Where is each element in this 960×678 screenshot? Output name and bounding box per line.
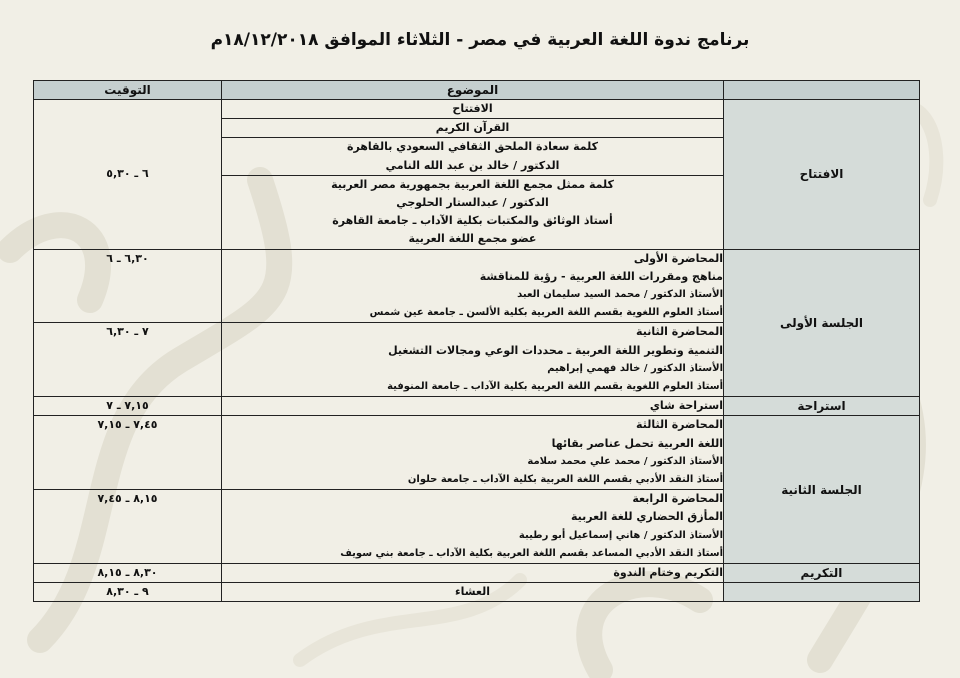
time-lecture-3: ٧,٤٥ ـ ٧,١٥ [34, 416, 222, 490]
topic-line: أستاذ العلوم اللغوية بقسم اللغة العربية بكلية الألسن ـ جامعة عين شمس [369, 307, 723, 319]
table-row [34, 416, 920, 490]
topic-line: الأستاذ الدكتور / هاني إسماعيل أبو رطيبة [518, 529, 723, 541]
topic-line: التنمية وتطوير اللغة العربية ـ محددات الوعي ومجالات التشغيل [388, 343, 723, 357]
topic-lecture-3 [222, 416, 724, 490]
session-dinner [724, 583, 920, 602]
topic-line: كلمة سعادة الملحق الثقافي السعودي بالقاهرة [222, 137, 723, 156]
time-lecture-1: ٦,٣٠ ـ ٦ [34, 249, 222, 323]
topic-line: المحاضرة الأولى [633, 251, 723, 265]
table-header-row [34, 81, 920, 100]
topic-honoring [222, 564, 724, 583]
topic-lecture-2 [222, 323, 724, 397]
table-row [34, 564, 920, 583]
topic-line: اللغة العربية تحمل عناصر بقائها [551, 436, 723, 450]
time-lecture-2: ٧ ـ ٦,٣٠ [34, 323, 222, 397]
page-title: برنامج ندوة اللغة العربية في مصر - الثلاثاء الموافق ١٨/١٢/٢٠١٨م [210, 30, 750, 50]
topic-line: الافتتاح [452, 102, 493, 115]
topic-lecture-4 [222, 490, 724, 564]
topic-line: المحاضرة الثانية [636, 325, 723, 339]
topic-lecture-1 [222, 249, 724, 323]
program-table [33, 80, 920, 602]
topic-line: الدكتور / خالد بن عبد الله النامي [385, 158, 560, 172]
table-row [34, 583, 920, 602]
topic-line: الأستاذ الدكتور / خالد فهمي إبراهيم [547, 362, 723, 374]
table-row [34, 397, 920, 416]
header-timing: التوقيت [34, 81, 222, 100]
header-topic: الموضوع [222, 81, 724, 100]
session-break: استراحة [724, 397, 920, 416]
session-first: الجلسة الأولى [724, 249, 920, 397]
topic-line: المأزق الحضاري للغة العربية [570, 510, 723, 524]
time-opening: ٦ ـ ٥,٣٠ [34, 100, 222, 250]
topic-line: كلمة ممثل مجمع اللغة العربية بجمهورية مصر العربية [222, 175, 723, 194]
topic-dinner [222, 583, 724, 602]
time-dinner: ٩ ـ ٨,٣٠ [34, 583, 222, 602]
topic-break [222, 397, 724, 416]
topic-line: الأستاذ الدكتور / محمد السيد سليمان العبد [517, 289, 723, 301]
topic-line: عضو مجمع اللغة العربية [408, 232, 537, 246]
header-session [724, 81, 920, 100]
table-row [34, 249, 920, 323]
time-honoring: ٨,٣٠ ـ ٨,١٥ [34, 564, 222, 583]
session-honoring: التكريم [724, 564, 920, 583]
topic-line: المحاضرة الرابعة [632, 492, 723, 506]
topic-line: القرآن الكريم [222, 118, 723, 137]
topic-line: أستاذ الوثائق والمكتبات بكلية الآداب ـ جامعة القاهرة [332, 214, 613, 228]
time-break: ٧,١٥ ـ ٧ [34, 397, 222, 416]
topic-line: التكريم وختام الندوة [613, 566, 723, 580]
topic-line: أستاذ النقد الأدبي بقسم اللغة العربية بكلية الآداب ـ جامعة حلوان [407, 474, 723, 486]
topic-line: استراحة شاي [649, 399, 723, 413]
session-opening: الافتتاح [724, 100, 920, 250]
topic-line: أستاذ العلوم اللغوية بقسم اللغة العربية بكلية الآداب ـ جامعة المنوفية [387, 381, 723, 393]
topic-line: الدكتور / عبدالستار الحلوجي [396, 196, 549, 210]
time-lecture-4: ٨,١٥ ـ ٧,٤٥ [34, 490, 222, 564]
topic-line: أستاذ النقد الأدبي المساعد بقسم اللغة العربية بكلية الآداب ـ جامعة بني سويف [340, 547, 723, 559]
session-second: الجلسة الثانية [724, 416, 920, 564]
table-row [34, 100, 920, 250]
topic-line: العشاء [454, 585, 491, 599]
topic-line: مناهج ومقررات اللغة العربية - رؤية للمناقشة [479, 269, 723, 283]
topic-line: الأستاذ الدكتور / محمد علي محمد سلامة [527, 455, 723, 467]
topic-line: المحاضرة الثالثة [636, 418, 723, 432]
topic-opening [222, 100, 724, 250]
